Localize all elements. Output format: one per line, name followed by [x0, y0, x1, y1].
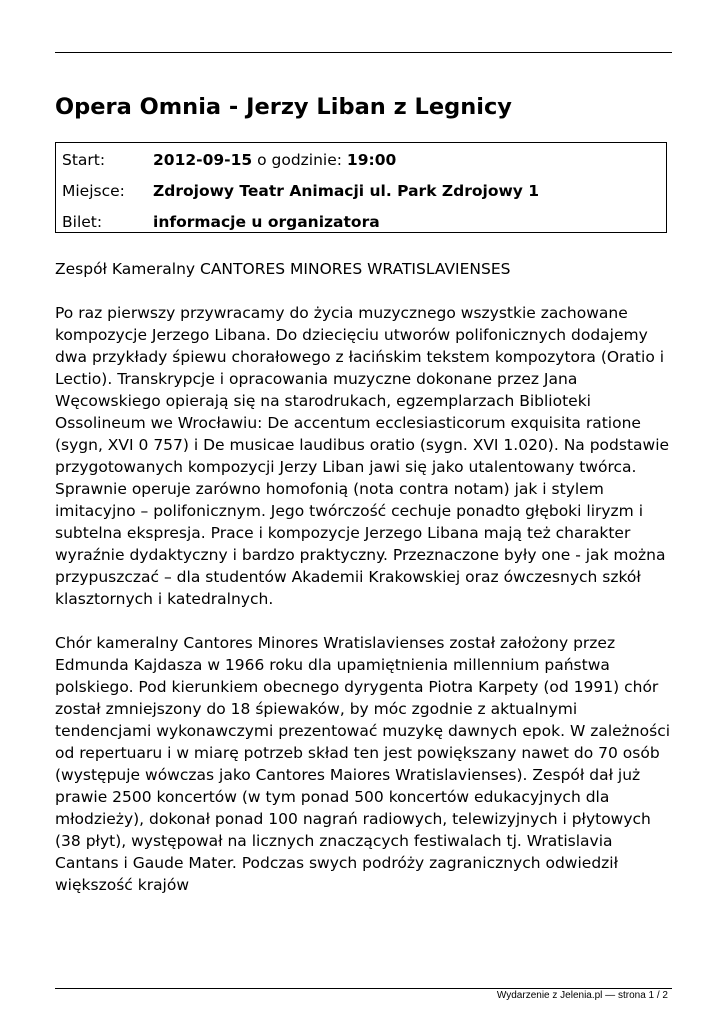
event-info-box — [55, 142, 667, 233]
start-row — [62, 146, 666, 177]
place-row — [62, 177, 666, 208]
footer-rule — [55, 988, 672, 989]
place-value: Zdrojowy Teatr Animacji ul. Park Zdrojowy 1 — [153, 182, 540, 200]
top-rule — [55, 52, 672, 53]
start-label: Start: — [62, 151, 106, 169]
ticket-label: Bilet: — [62, 213, 103, 231]
start-date: 2012-09-15 — [153, 151, 253, 169]
event-title: Opera Omnia - Jerzy Liban z Legnicy — [55, 94, 512, 120]
ticket-value: informacje u organizatora — [153, 213, 380, 231]
paragraph-choir: Chór kameralny Cantores Minores Wratislavienses został założony przez Edmunda Kajdasza w 1966 roku dla upamiętnienia millennium państwa polskiego. Pod kierunkiem obecnego dyrygenta Piotra Karpety (od 1991) chór został zmniejszony do 18 śpiewaków, by móc zgodnie z aktualnymi tendencjami wykonawczymi prezentować muzykę dawnych epok. W zależności od repertuaru i w miarę potrzeb skład ten jest powiększany nawet do 70 osób (występuje wówczas jako Cantores Maiores Wratislavienses). Zespół dał już prawie 2500 koncertów (w tym ponad 500 koncertów edukacyjnych dla młodzieży), dokonał ponad 100 nagrań radiowych, telewizyjnych i płytowych (38 płyt), występował na licznych znaczących festiwalach tj. Wratislavia Cantans i Gaude Mater. Podczas swych podróży zagranicznych odwiedził większość krajów — [55, 634, 671, 894]
page-footer: Wydarzenie z Jelenia.pl — strona 1 / 2 — [496, 990, 668, 1001]
ticket-row — [62, 208, 666, 239]
start-connector: o godzinie: — [252, 151, 347, 169]
article-body — [55, 258, 675, 918]
place-label: Miejsce: — [62, 182, 125, 200]
ensemble-heading: Zespół Kameralny CANTORES MINORES WRATISLAVIENSES — [55, 260, 511, 278]
paragraph-compositions: Po raz pierwszy przywracamy do życia muzycznego wszystkie zachowane kompozycje Jerzego Libana. Do dziecięciu utworów polifonicznych dodajemy dwa przykłady śpiewu chorałowego z łacińskim tekstem kompozytora (Oratio i Lectio). Transkrypcje i opracowania muzyczne dokonane przez Jana Węcowskiego opierają się na starodrukach, egzemplarzach Biblioteki Ossolineum we Wrocławiu: De accentum ecclesiasticorum exquisita ratione (sygn, XVI 0 757) i De musicae laudibus oratio (sygn. XVI 1.020). Na podstawie przygotowanych kompozycji Jerzy Liban jawi się jako utalentowany twórca. Sprawnie operuje zarówno homofonią (nota contra notam) jak i stylem imitacyjno – polifonicznym. Jego twórczość cechuje ponadto głęboki liryzm i subtelna ekspresja. Prace i kompozycje Jerzego Libana mają też charakter wyraźnie dydaktyczny i bardzo praktyczny. Przeznaczone były one - jak można przypuszczać – dla studentów Akademii Krakowskiej oraz ówczesnych szkół klasztornych i katedralnych. — [55, 304, 670, 608]
start-time: 19:00 — [346, 151, 397, 169]
